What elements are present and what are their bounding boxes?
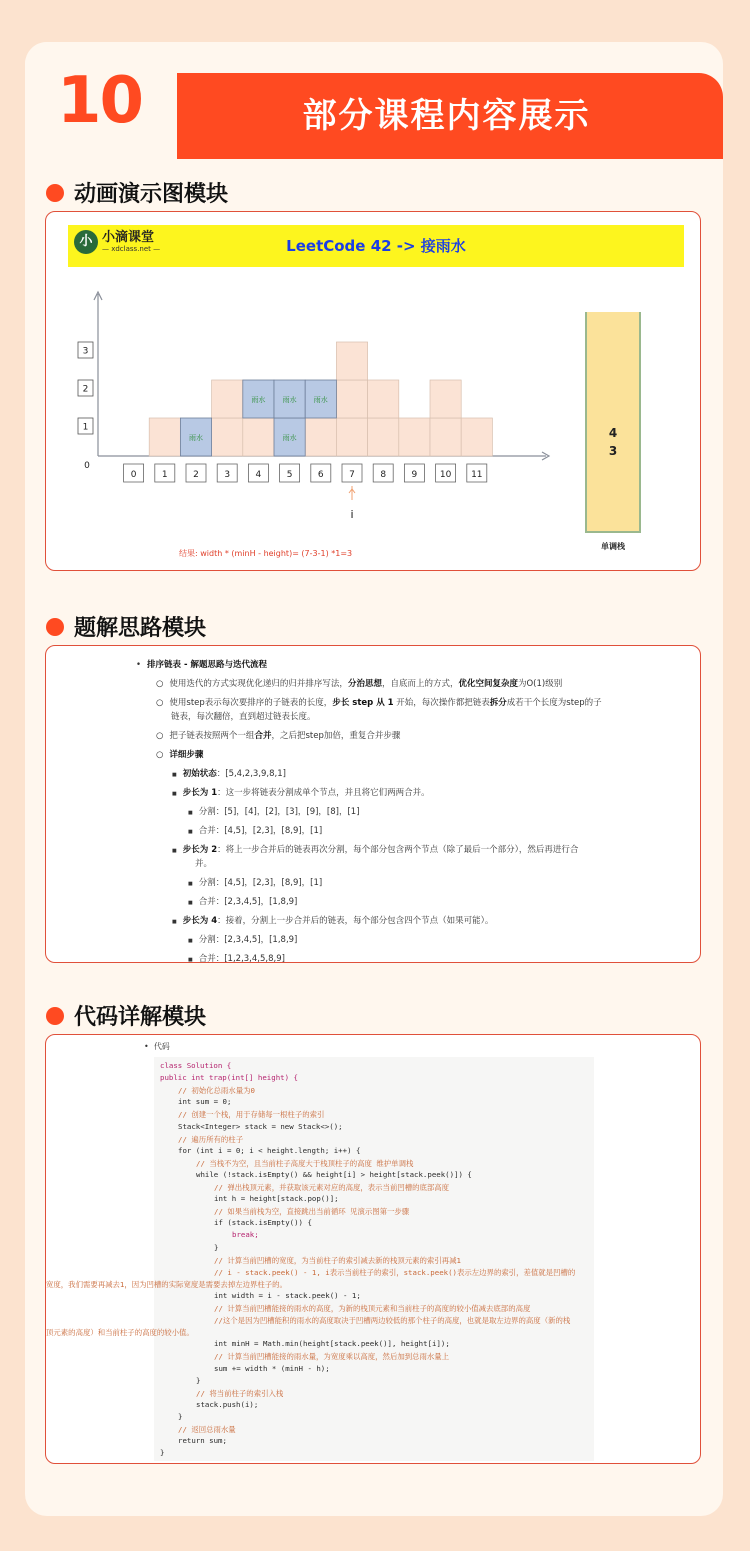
bar-cell	[399, 418, 430, 456]
thought-text: 分割：[4,5]，[2,3]，[8,9]，[1]	[198, 878, 323, 888]
thought-line	[156, 677, 562, 689]
thought-box	[45, 645, 701, 963]
thought-text: 步长为 2	[182, 845, 218, 855]
header-number-tab	[25, 42, 177, 159]
x-tick-label: 0	[130, 470, 137, 480]
code-box	[45, 1034, 701, 1464]
thought-text: 步长为 4	[182, 916, 218, 926]
thought-text: 使用迭代的方式实现优化递归的归并排序写法，	[169, 679, 348, 689]
thought-text: 链表，每次翻倍，直到超过链表长度。	[171, 712, 316, 722]
bullet-icon: ■	[188, 810, 193, 816]
thought-line	[172, 843, 578, 855]
thought-line	[156, 696, 602, 708]
stack-value: 4	[608, 426, 618, 440]
code-line: class Solution {	[160, 1061, 232, 1070]
logo-site: — xdclass.net —	[102, 245, 161, 253]
thought-line	[188, 876, 322, 888]
x-tick-label: 10	[439, 470, 452, 480]
stack-value: 3	[608, 444, 618, 458]
thought-line	[156, 729, 400, 741]
code-block	[46, 1057, 594, 1461]
bullet-icon: ○	[156, 750, 164, 760]
bullet-icon: ■	[188, 829, 193, 835]
thought-line	[188, 933, 297, 945]
thought-line	[156, 748, 203, 760]
code-line: // 当栈不为空，且当前柱子高度大于栈顶柱子的高度 维护单调栈	[196, 1158, 414, 1168]
code-line: // 如果当前栈为空，直接跳出当前循环 见演示图第一步骤	[214, 1207, 410, 1217]
bar-cell	[149, 418, 180, 456]
thought-text: 分割：[5]，[4]，[2]，[3]，[9]，[8]，[1]	[198, 807, 360, 817]
bullet-icon: ■	[188, 900, 193, 906]
x-tick-label: 6	[317, 470, 324, 480]
x-tick-label: 1	[161, 470, 168, 480]
code-line: // 弹出栈顶元素，并获取该元素对应的高度，表示当前凹槽的底部高度	[214, 1183, 450, 1192]
thought-text: 步长为 1	[182, 788, 218, 798]
bullet-icon: ■	[172, 791, 177, 797]
code-line: // 创建一个栈，用于存储每一根柱子的索引	[178, 1110, 325, 1120]
thought-text: ，之后把step加倍，重复合并步骤	[271, 731, 401, 741]
thought-text: 把子链表按照两个一组	[169, 731, 255, 741]
section-thought-heading	[46, 611, 206, 642]
water-label: 雨水	[282, 434, 297, 442]
thought-line	[188, 805, 360, 817]
animation-box	[45, 211, 701, 571]
rain-water-chart	[46, 272, 700, 571]
code-line: Stack<Integer> stack = new Stack<>();	[178, 1121, 343, 1131]
pointer-label: i	[350, 508, 354, 521]
thought-line	[188, 952, 285, 963]
animation-title: LeetCode 42 -> 接雨水	[286, 237, 466, 255]
bar-cell	[336, 342, 367, 380]
code-line: }	[178, 1411, 183, 1421]
thought-text: 成若干个长度为step的子	[506, 698, 602, 708]
code-line: while (!stack.isEmpty() && height[i] > height[stack.peek()]) {	[196, 1169, 472, 1179]
bullet-icon: ■	[172, 772, 177, 778]
thought-text: ：这一步将链表分割成单个节点，并且将它们两两合并。	[217, 788, 430, 798]
result-formula: 结果: width * (minH - height)= (7-3-1) *1=3	[179, 549, 353, 558]
section-title: 代码详解模块	[74, 1005, 207, 1030]
code-line: return sum;	[178, 1436, 227, 1446]
bar-cell	[212, 418, 243, 456]
code-line: for (int i = 0; i < height.length; i++) {	[178, 1145, 361, 1155]
thought-text: ：[5,4,2,3,9,8,1]	[216, 769, 286, 779]
y-tick-label: 0	[84, 461, 90, 471]
bullet-icon: ■	[188, 938, 193, 944]
code-line: 顶元素的高度）和当前柱子的高度的较小值。	[46, 1328, 194, 1338]
thought-line	[172, 914, 493, 926]
water-label: 雨水	[313, 396, 328, 404]
header-title: 部分课程内容展示	[302, 96, 591, 136]
thought-text: ，自底而上的方式，	[381, 679, 459, 689]
code-line: // 计算当前凹槽能接的雨水量，为宽度乘以高度，然后加到总雨水量上	[214, 1352, 450, 1362]
thought-text: 合并：[1,2,3,4,5,8,9]	[198, 954, 285, 963]
thought-text: 分割：[2,3,4,5]，[1,8,9]	[198, 935, 298, 945]
x-tick-label: 11	[471, 470, 483, 480]
logo-name: 小滴课堂	[102, 230, 155, 245]
x-tick-label: 5	[286, 470, 293, 480]
bar-cell	[368, 380, 399, 418]
section-title: 题解思路模块	[74, 616, 207, 641]
bullet-dot-icon	[46, 184, 64, 202]
code-line: // 将当前柱子的索引入栈	[196, 1388, 284, 1398]
thought-line	[195, 857, 212, 869]
bullet-icon: ○	[156, 698, 164, 708]
bullet-dot-icon	[46, 1007, 64, 1025]
section-code-heading	[46, 1000, 206, 1031]
code-label-text: 代码	[153, 1042, 170, 1051]
code-line: sum += width * (minH - h);	[214, 1363, 330, 1373]
code-line: // 计算当前凹槽能接的雨水的高度，为新的栈顶元素和当前柱子的高度的较小值减去底部的高度	[214, 1304, 531, 1313]
thought-line	[172, 786, 430, 798]
thought-text: 合并	[254, 731, 272, 741]
bullet-icon: ○	[156, 731, 164, 741]
x-tick-label: 3	[224, 470, 231, 480]
code-line: }	[160, 1448, 165, 1458]
thought-text: 使用step表示每次要排序的子链表的长度，	[169, 698, 333, 708]
code-line: }	[214, 1242, 219, 1252]
code-line: public int trap(int[] height) {	[160, 1073, 298, 1083]
code-line: // 初始化总雨水量为0	[178, 1086, 255, 1096]
bullet-icon: ■	[188, 881, 193, 887]
code-line: int width = i - stack.peek() - 1;	[214, 1290, 361, 1300]
code-line: //这个是因为凹槽能积的雨水的高度取决于凹槽两边较低的那个柱子的高度，也就是取左边界的高度（新的栈	[214, 1316, 571, 1326]
thought-text: 并。	[195, 859, 213, 869]
bar-cell	[336, 380, 367, 418]
x-tick-label: 8	[380, 470, 387, 480]
y-tick-label: 1	[82, 422, 89, 433]
code-line: // 返回总雨水量	[178, 1425, 236, 1434]
logo-icon: 小	[74, 230, 98, 254]
thought-text: ：将上一步合并后的链表再次分割，每个部分包含两个节点（除了最后一个部分），然后再进行合	[217, 845, 579, 855]
bar-cell	[336, 418, 367, 456]
code-line: stack.push(i);	[196, 1399, 259, 1409]
thought-text: 拆分	[489, 698, 507, 708]
thought-line	[188, 895, 297, 907]
bullet-icon: ■	[172, 848, 177, 854]
thought-text: 步长 step 从 1	[332, 698, 394, 708]
header-number: 10	[57, 64, 143, 138]
thought-text: 排序链表 - 解题思路与迭代流程	[147, 660, 267, 670]
code-line: // i - stack.peek() - 1, i表示当前柱子的索引，stack.peek()表示左边界的索引，差值就是凹槽的	[214, 1267, 576, 1277]
bullet-icon: ■	[172, 919, 177, 925]
code-line: if (stack.isEmpty()) {	[214, 1218, 312, 1228]
section-title: 动画演示图模块	[74, 182, 229, 207]
thought-text: 优化空间复杂度	[458, 679, 518, 689]
bar-cell	[461, 418, 492, 456]
bar-cell	[243, 418, 274, 456]
bullet-icon: ○	[156, 679, 164, 689]
thought-line	[171, 710, 316, 722]
bar-cell	[430, 380, 461, 418]
code-line: int h = height[stack.pop()];	[214, 1194, 339, 1204]
thought-text: ：接着，分割上一步合并后的链表，每个部分包含四个节点（如果可能）。	[217, 916, 494, 926]
thought-text: 初始状态	[182, 769, 217, 779]
bullet-dot-icon	[46, 618, 64, 636]
thought-text: 合并：[4,5]，[2,3]，[8,9]，[1]	[198, 826, 323, 836]
water-label: 雨水	[189, 434, 203, 442]
y-tick-label: 3	[82, 346, 89, 357]
bar-cell	[212, 380, 243, 418]
bar-cell	[305, 418, 336, 456]
code-line: 宽度，我们需要再减去1，因为凹槽的实际宽度是需要去掉左边界柱子的。	[46, 1279, 287, 1289]
code-line: int sum = 0;	[178, 1097, 232, 1107]
code-line: // 遍历所有的柱子	[178, 1134, 244, 1144]
code-line: break;	[232, 1230, 259, 1240]
stack-label: 单调栈	[601, 542, 625, 551]
code-line: // 计算当前凹槽的宽度，为当前柱子的索引减去新的栈顶元素的索引再减1	[214, 1255, 461, 1265]
code-line: int minH = Math.min(height[stack.peek()], height[i]);	[214, 1339, 450, 1349]
bar-cell	[368, 418, 399, 456]
animation-title-bar	[68, 225, 684, 267]
code-label: • 代码	[144, 1042, 170, 1051]
x-tick-label: 4	[255, 470, 262, 480]
x-tick-label: 7	[349, 470, 355, 480]
thought-line	[136, 658, 267, 670]
thought-line	[188, 824, 322, 836]
thought-text: 开始，每次操作都把链表	[393, 698, 490, 708]
x-tick-label: 9	[411, 470, 418, 480]
thought-text: 为O(1)级别	[517, 679, 563, 689]
stack-container	[586, 312, 640, 532]
bar-cell	[430, 418, 461, 456]
code-line: }	[196, 1375, 201, 1385]
thought-text: 详细步骤	[169, 750, 204, 760]
thought-text: 分治思想	[347, 679, 382, 689]
bullet-icon: ■	[188, 957, 193, 963]
bullet-icon: •	[136, 660, 142, 670]
water-label: 雨水	[251, 396, 266, 404]
thought-text: 合并：[2,3,4,5]，[1,8,9]	[198, 897, 298, 907]
section-animation-heading	[46, 177, 228, 208]
x-tick-label: 2	[193, 470, 199, 480]
water-label: 雨水	[282, 396, 297, 404]
y-tick-label: 2	[82, 384, 89, 395]
thought-line	[172, 767, 286, 779]
